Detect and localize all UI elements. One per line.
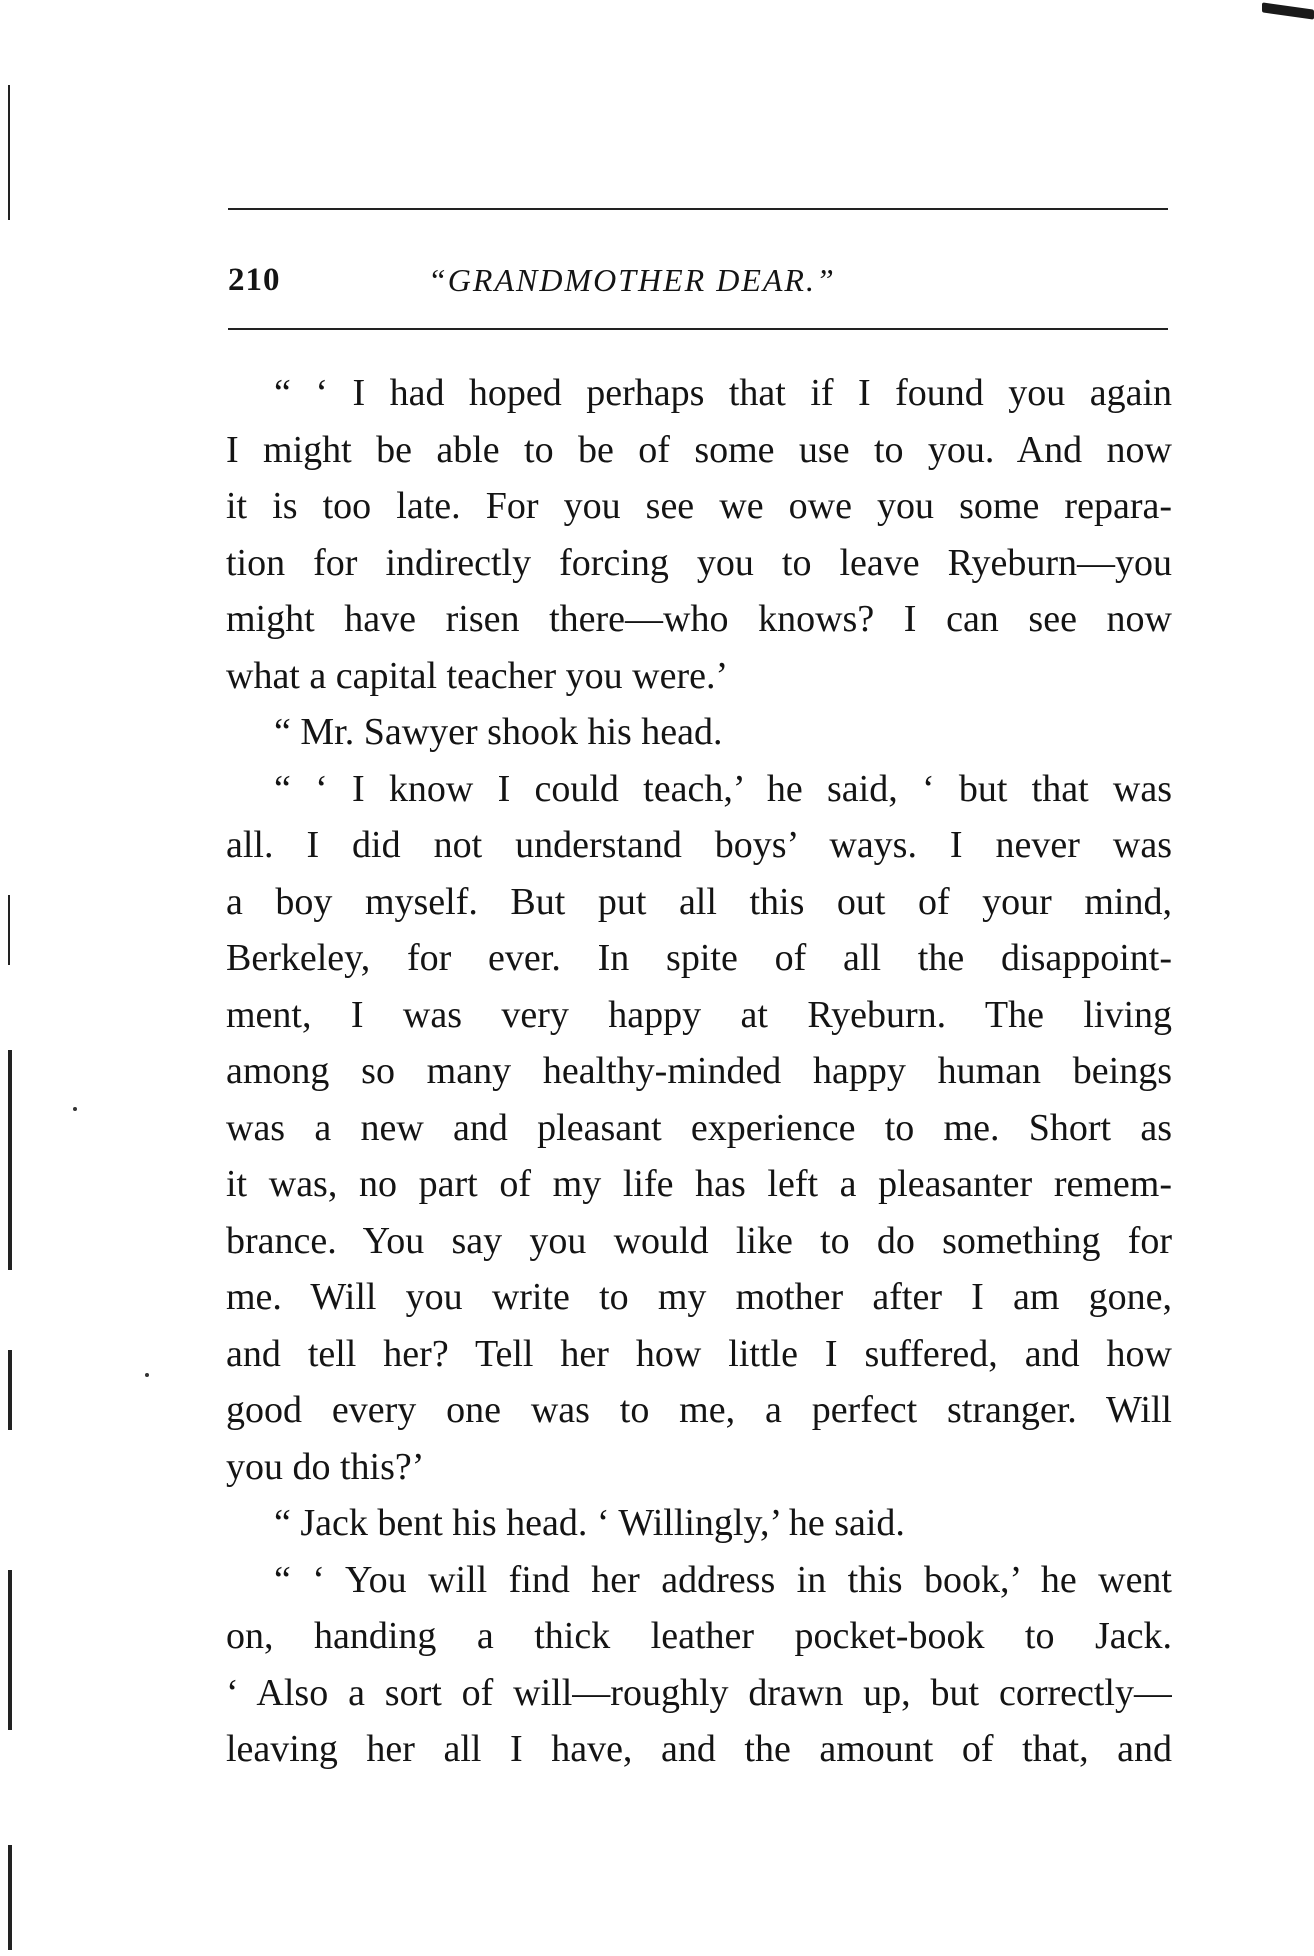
scan-edge-mark <box>8 1050 12 1270</box>
text-line: it was, no part of my life has left a pleasanter remem- <box>226 1163 1172 1205</box>
text-line: tion for indirectly forcing you to leave Ryeburn—you <box>226 541 1172 584</box>
text-line: ‘ Also a sort of will—roughly drawn up, but correctly— <box>226 1671 1172 1714</box>
text-line: brance. You say you would like to do something for <box>226 1219 1172 1262</box>
text-line: among so many healthy-minded happy human beings <box>226 1050 1172 1092</box>
header-bottom-rule <box>228 328 1168 330</box>
text-line: on, handing a thick leather pocket-book to Jack. <box>226 1615 1172 1657</box>
text-line: leaving her all I have, and the amount of that, and <box>226 1728 1172 1770</box>
header-top-rule <box>228 208 1168 210</box>
text-line: me. Will you write to my mother after I am gone, <box>226 1276 1172 1318</box>
text-line: “ ‘ I had hoped perhaps that if I found you again <box>274 372 1172 414</box>
running-head <box>228 262 1168 308</box>
scan-corner-mark <box>1262 2 1314 19</box>
text-line: and tell her? Tell her how little I suffered, and how <box>226 1332 1172 1375</box>
text-line: might have risen there—who knows? I can see now <box>226 598 1172 640</box>
text-line: a boy myself. But put all this out of your mind, <box>226 880 1172 923</box>
text-line: what a capital teacher you were.’ <box>226 654 729 697</box>
text-line: it is too late. For you see we owe you some repara- <box>226 485 1172 527</box>
text-line: “ Mr. Sawyer shook his head. <box>274 711 723 753</box>
scan-edge-mark <box>8 895 10 965</box>
running-title: “GRANDMOTHER DEAR.” <box>428 262 836 298</box>
text-line: all. I did not understand boys’ ways. I never was <box>226 824 1172 866</box>
text-line: “ Jack bent his head. ‘ Willingly,’ he said. <box>274 1502 905 1544</box>
text-line: was a new and pleasant experience to me. Short as <box>226 1106 1172 1149</box>
body-text <box>226 365 1172 1778</box>
scan-edge-mark <box>8 1570 12 1730</box>
text-line: “ ‘ I know I could teach,’ he said, ‘ but that was <box>274 767 1172 810</box>
text-line: Berkeley, for ever. In spite of all the disappoint- <box>226 937 1172 979</box>
scan-edge-mark <box>8 85 10 220</box>
scan-speck <box>145 1373 149 1377</box>
scan-edge-mark <box>8 1350 12 1430</box>
text-line: good every one was to me, a perfect stranger. Will <box>226 1389 1172 1431</box>
text-line: you do this?’ <box>226 1445 425 1488</box>
scan-edge-mark <box>8 1845 12 1950</box>
scan-speck <box>73 1107 77 1111</box>
text-line: “ ‘ You will find her address in this book,’ he went <box>274 1558 1172 1601</box>
text-line: I might be able to be of some use to you. And now <box>226 428 1172 471</box>
page-number: 210 <box>228 262 281 298</box>
text-line: ment, I was very happy at Ryeburn. The living <box>226 993 1172 1036</box>
